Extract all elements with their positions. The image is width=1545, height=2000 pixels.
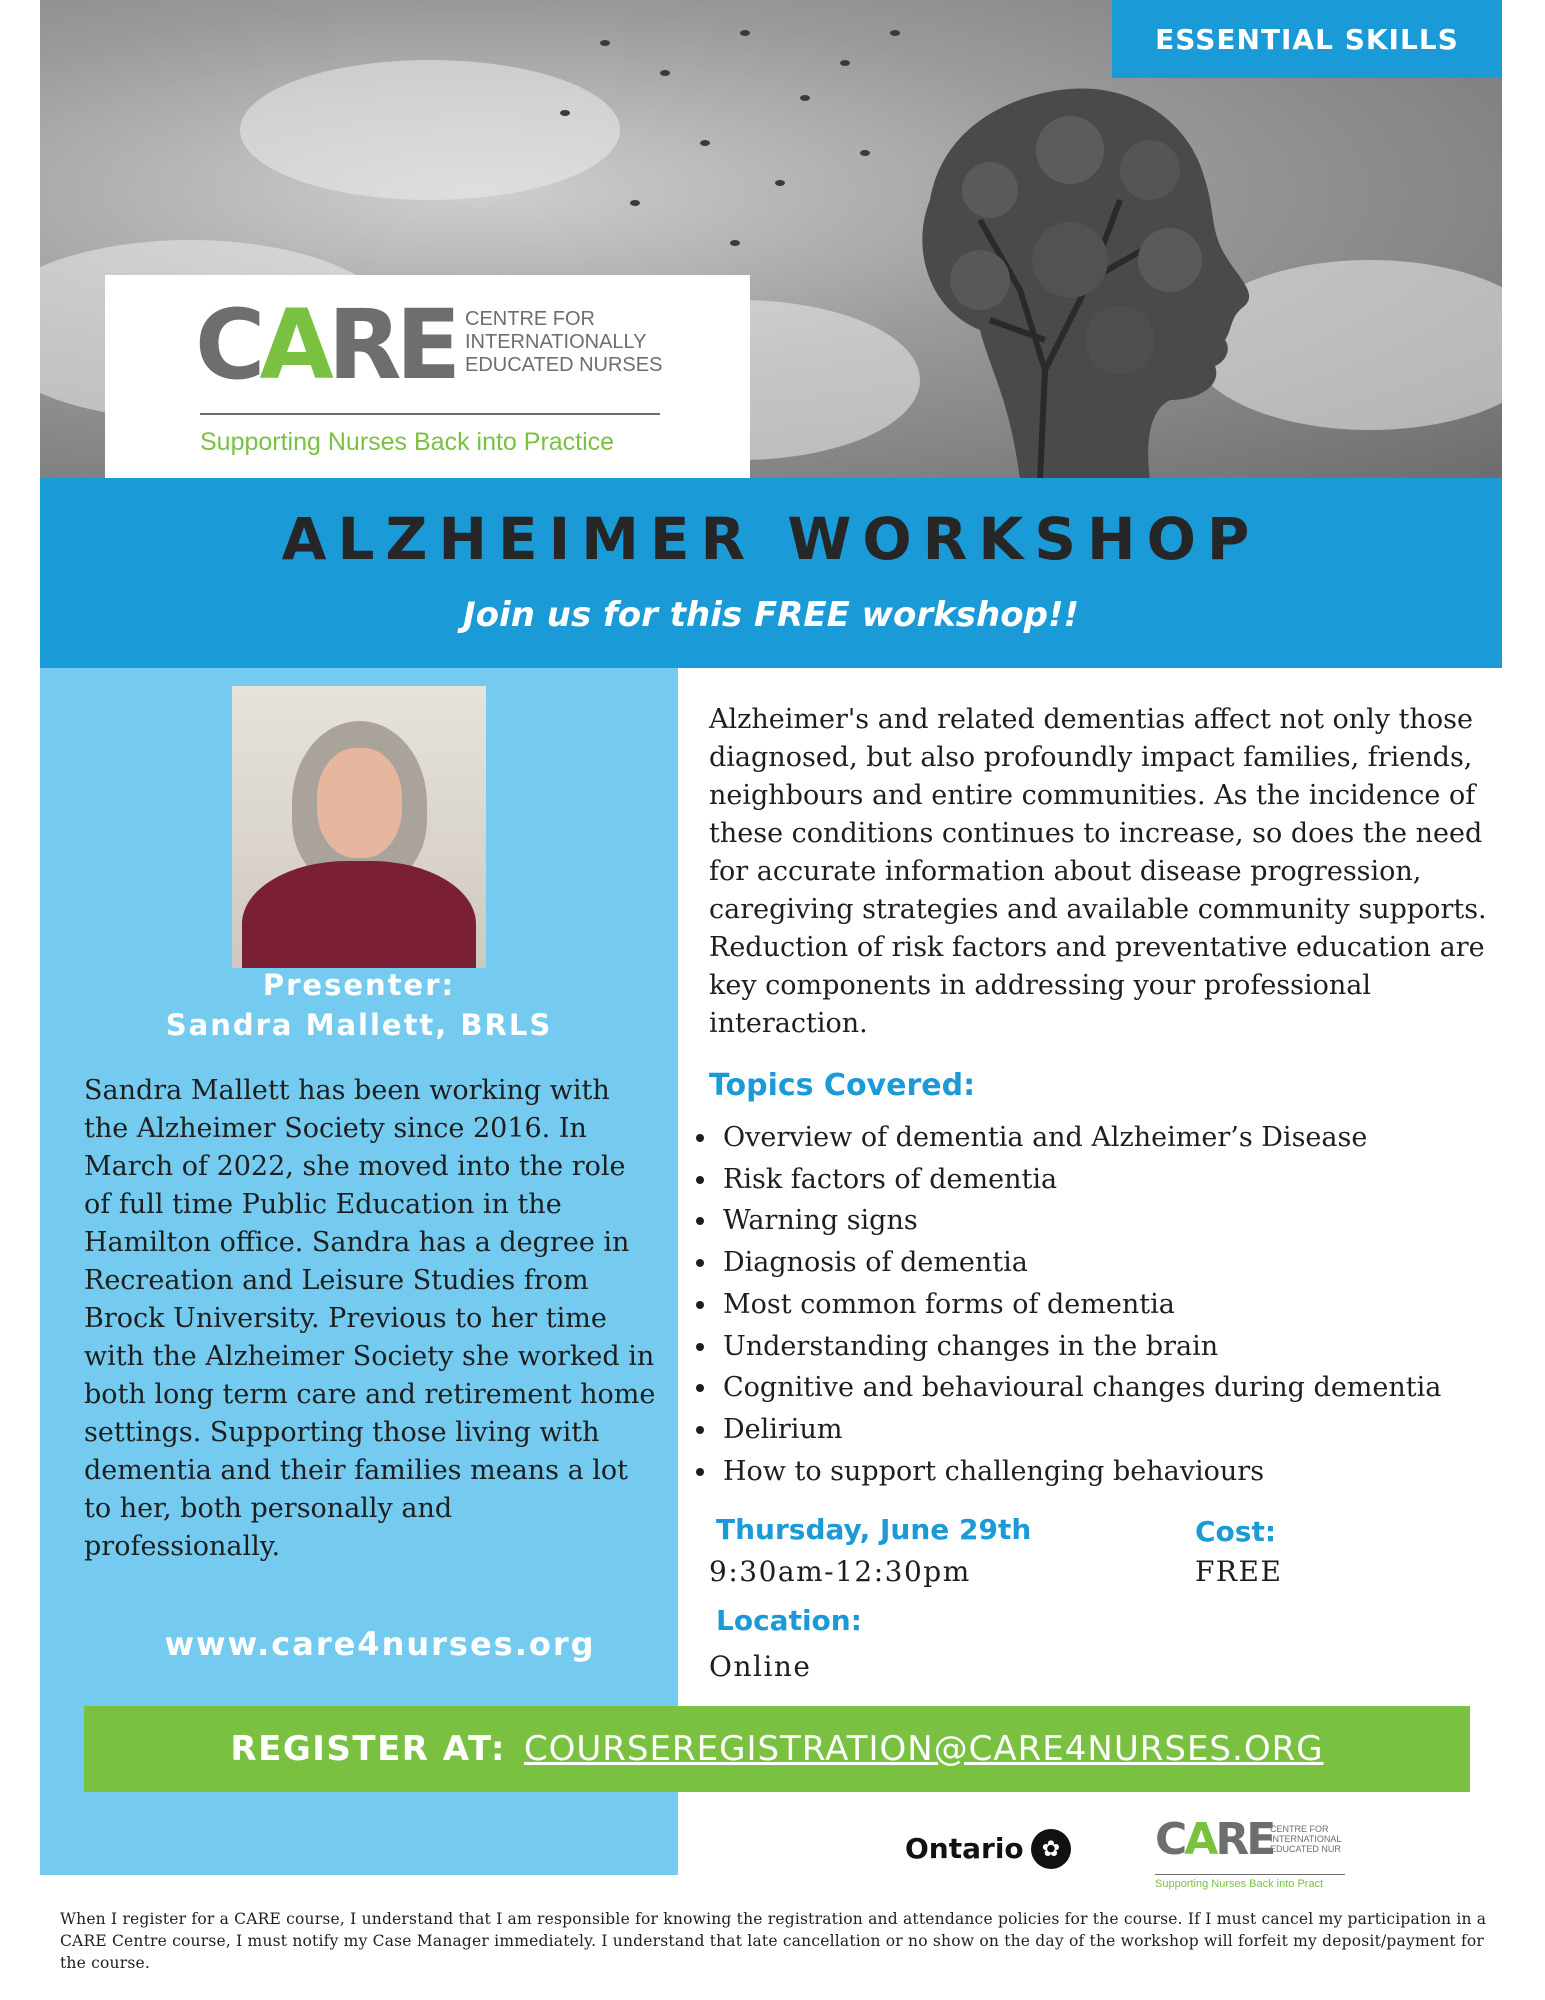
- logo-divider: [200, 413, 660, 415]
- presenter-label: Presenter:: [262, 968, 456, 1002]
- care-logo-tagline: Supporting Nurses Back into Practice: [200, 428, 615, 456]
- register-label: REGISTER AT:: [230, 1729, 506, 1769]
- register-banner: [84, 1706, 1470, 1792]
- list-item: • Diagnosis of dementia: [719, 1242, 1539, 1284]
- location-value: Online: [709, 1650, 812, 1683]
- disclaimer-text: When I register for a CARE course, I understand that I am responsible for knowing the registration and attendance policies for the course. If I must cancel my participation in a CARE Centre course, I must notify my Case Manager immediately. I understand that late cancellation or no show on the day of the workshop will forfeit my deposit/payment for the course.: [60, 1910, 1487, 1972]
- list-item: • Cognitive and behavioural changes during dementia: [719, 1367, 1539, 1409]
- care-logo-letters: CARE: [195, 289, 456, 401]
- care-logo-small: CARE CENTRE FOR INTERNATIONAL EDUCATED NUR Supporting Nurses Back into Pract: [1155, 1818, 1345, 1898]
- trillium-icon: ✿: [1031, 1829, 1071, 1869]
- event-date: Thursday, June 29th: [716, 1513, 1032, 1546]
- topics-heading: Topics Covered:: [709, 1068, 976, 1103]
- presenter-name: Sandra Mallett, BRLS: [165, 1008, 553, 1042]
- presenter-bio: Sandra Mallett has been working with the Alzheimer Society since 2016. In March of 2022, she moved into the role of full time Public Education in the Hamilton office. Sandra has a degree in Recreation and Leisure Studies from Brock University. Previous to her time with the Alzheimer Society she worked in both long term care and retirement home settings. Supporting those living with dementia and their families means a lot to her, both personally and professionally.: [84, 1075, 656, 1562]
- list-item: • Delirium: [719, 1409, 1539, 1451]
- list-item: • Most common forms of dementia: [719, 1284, 1539, 1326]
- cost-label: Cost:: [1195, 1515, 1277, 1548]
- intro-paragraph: Alzheimer's and related dementias affect not only those diagnosed, but also profoundly impact families, friends, neighbours and entire communities. As the incidence of these conditions continues to increase, so does the need for accurate information about disease progression, caregiving strategies and available community supports. Reduction of risk factors and preventative education are key components in addressing your professional interaction.: [709, 704, 1487, 1039]
- register-email-link[interactable]: COURSEREGISTRATION@CARE4NURSES.ORG: [523, 1729, 1324, 1769]
- website-link[interactable]: www.care4nurses.org: [164, 1625, 596, 1663]
- ontario-logo-text: Ontario: [905, 1832, 1024, 1865]
- care-logo: [105, 275, 750, 478]
- topics-list: [689, 1117, 1539, 1492]
- location-label: Location:: [716, 1604, 862, 1637]
- essential-skills-tag: ESSENTIAL SKILLS: [1112, 0, 1502, 78]
- presenter-photo: [232, 686, 486, 968]
- page-subtitle: Join us for this FREE workshop!!: [463, 595, 1079, 635]
- care-logo-subtitle: CENTRE FOR INTERNATIONALLY EDUCATED NURSES: [465, 308, 663, 376]
- event-time: 9:30am-12:30pm: [709, 1555, 971, 1588]
- list-item: • Warning signs: [719, 1200, 1539, 1242]
- page-title: ALZHEIMER WORKSHOP: [281, 505, 1261, 573]
- list-item: • Understanding changes in the brain: [719, 1326, 1539, 1368]
- list-item: • How to support challenging behaviours: [719, 1451, 1539, 1493]
- cost-value: FREE: [1195, 1555, 1283, 1588]
- tree-head-illustration: [870, 40, 1290, 478]
- list-item: • Risk factors of dementia: [719, 1159, 1539, 1201]
- list-item: • Overview of dementia and Alzheimer’s Disease: [719, 1117, 1539, 1159]
